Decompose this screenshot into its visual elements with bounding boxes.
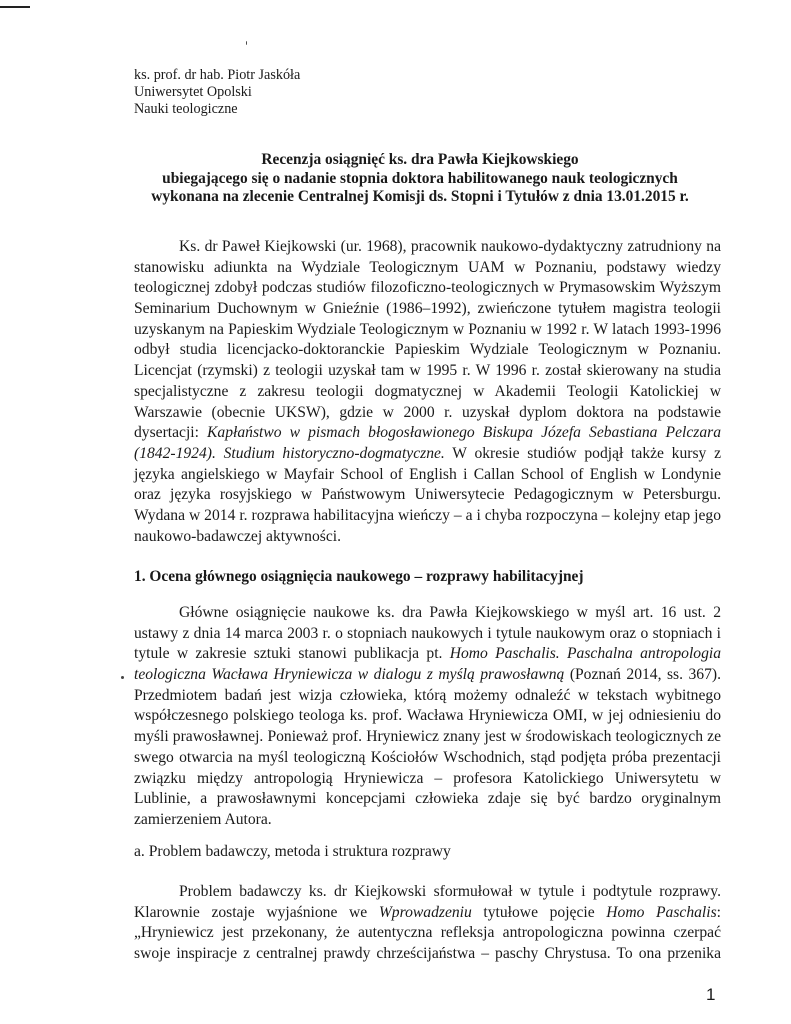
subsection-heading-a: a. Problem badawczy, metoda i struktura rozprawy <box>134 843 451 860</box>
text-line <box>134 665 721 686</box>
italic-term: Wprowadzeniu <box>378 903 472 921</box>
italic-term: Homo Paschalis <box>606 903 717 921</box>
scan-speck <box>121 676 124 679</box>
paragraph-research-problem <box>134 882 721 965</box>
text-line: Przedmiotem badań jest wizja człowieka, którą możemy odnaleźć w tekstach wybitnego <box>134 686 721 704</box>
paragraph-biography <box>134 237 721 547</box>
reviewer-university: Uniwersytet Opolski <box>134 84 252 100</box>
text-line: Główne osiągnięcie naukowe ks. dra Pawła Kiejkowskiego w myśl art. 16 ust. 2 <box>179 604 721 621</box>
text-segment: Klarownie zostaje wyjaśnione we <box>134 903 379 921</box>
text-line: zamierzeniem Autora. <box>134 810 272 828</box>
text-line: języka angielskiego w Mayfair School of English i Callan School of English w Londynie <box>134 465 721 483</box>
title-line-3: wykonana na zlecenie Centralnej Komisji ds. Stopni i Tytułów z dnia 13.01.2015 r. <box>151 188 689 205</box>
reviewer-name: ks. prof. dr hab. Piotr Jaskóła <box>134 67 301 83</box>
text-line: ustawy z dnia 14 marca 2003 r. o stopniach naukowych i tytule naukowym oraz o stopniach i <box>134 624 721 642</box>
text-line <box>134 423 721 444</box>
text-segment: tytule w zakresie sztuki stanowi publikacja pt. <box>134 645 450 663</box>
dissertation-title: Kapłaństwo w pismach błogosławionego Biskupa Józefa Sebastiana Pelczara <box>207 424 721 442</box>
book-title: Homo Paschalis. Paschalna antropologia <box>449 645 722 663</box>
text-segment: dysertacji: <box>134 424 208 442</box>
text-line: myśli prawosławnej. Ponieważ prof. Hryniewicz znany jest w środowiskach teologicznych ze <box>134 728 721 746</box>
dissertation-subtitle: (1842-1924). Studium historyczno-dogmatyczne. <box>134 444 445 462</box>
text-line: teologicznej zdobył podczas studiów filozoficzno-teologicznych w Prymasowskim Wyższym <box>134 279 721 297</box>
title-line-2: ubiegającego się o nadanie stopnia doktora habilitowanego nauk teologicznych <box>162 169 678 187</box>
text-line: Lublinie, a prawosławnymi koncepcjami człowieka zdaje się być bardzo oryginalnym <box>134 790 721 808</box>
text-line: uzyskanym na Papieskim Wydziale Teologicznym w Poznaniu w 1992 r. W latach 1993-1996 <box>134 320 721 338</box>
text-line: Problem badawczy ks. dr Kiejkowski sformułował w tytule i podtytule rozprawy. <box>179 883 721 900</box>
text-segment: (Poznań 2014, ss. 367). <box>569 666 721 684</box>
reviewer-field: Nauki teologiczne <box>134 101 238 117</box>
text-line: Warszawie (obecnie UKSW), gdzie w 2000 r. uzyskał dyplom doktora na podstawie <box>134 403 721 421</box>
text-line: swego otwarcia na myśl teologiczną Kościołów Wschodnich, stąd podjęta próba prezentacji <box>134 748 721 766</box>
text-line: specjalistyczne z zakresu teologii dogmatycznej w Akademii Teologii Katolickiej w <box>134 382 721 400</box>
text-segment: tytułowe pojęcie <box>483 903 607 921</box>
text-line: odbył studia licencjacko-doktoranckie Papieskim Wydziale Teologicznym w Poznaniu. <box>134 341 721 359</box>
document-title <box>90 151 750 207</box>
text-line: oraz języka rosyjskiego w Państwowym Uniwersytecie Pedagogicznym w Petersburgu. <box>134 486 721 504</box>
text-segment: : <box>716 903 721 921</box>
text-line: naukowo-badawczej aktywności. <box>134 527 341 545</box>
text-line <box>134 903 721 924</box>
section-heading-1: 1. Ocena głównego osiągnięcia naukowego – rozprawy habilitacyjnej <box>134 568 584 585</box>
text-line: Ks. dr Paweł Kiejkowski (ur. 1968), pracownik naukowo-dydaktyczny zatrudniony na <box>179 238 721 255</box>
text-line: stanowisku adiunkta na Wydziale Teologicznym UAM w Poznaniu, podstawy wiedzy <box>134 258 721 276</box>
book-subtitle: teologiczna Wacława Hryniewicza w dialogu z myślą prawosławną <box>134 666 565 684</box>
title-line-1: Recenzja osiągnięć ks. dra Pawła Kiejkowskiego <box>261 151 579 168</box>
paragraph-main-achievement <box>134 603 721 831</box>
page-number: 1 <box>706 985 716 1004</box>
text-line: „Hryniewicz jest przekonany, że autentyczna refleksja antropologiczna powinna czerpać <box>134 924 721 942</box>
reviewer-header <box>134 67 300 118</box>
text-line <box>134 444 721 465</box>
scan-edge-mark <box>0 6 30 8</box>
text-line: współczesnego polskiego teologa ks. prof. Wacława Hryniewicza OMI, w jej odniesieniu do <box>134 707 721 725</box>
text-line: swoje inspiracje z centralnej prawdy chrześcijaństwa – paschy Chrystusa. To ona przenika <box>134 945 721 963</box>
text-line: Seminarium Duchownym w Gnieźnie (1986–1992), zwieńczone tytułem magistra teologii <box>134 300 721 318</box>
text-segment: W okresie studiów podjął także kursy z <box>452 444 721 462</box>
text-line: związku między antropologią Hryniewicza – profesora Katolickiego Uniwersytetu w <box>134 769 721 787</box>
text-line: Licencjat (rzymski) z teologii uzyskał tam w 1995 r. W 1996 r. został skierowany na studia <box>134 362 721 380</box>
text-line <box>134 644 721 665</box>
text-line: Wydana w 2014 r. rozprawa habilitacyjna wieńczy – a i chyba rozpoczyna – kolejny etap jego <box>134 506 721 524</box>
scan-speck <box>246 41 247 45</box>
